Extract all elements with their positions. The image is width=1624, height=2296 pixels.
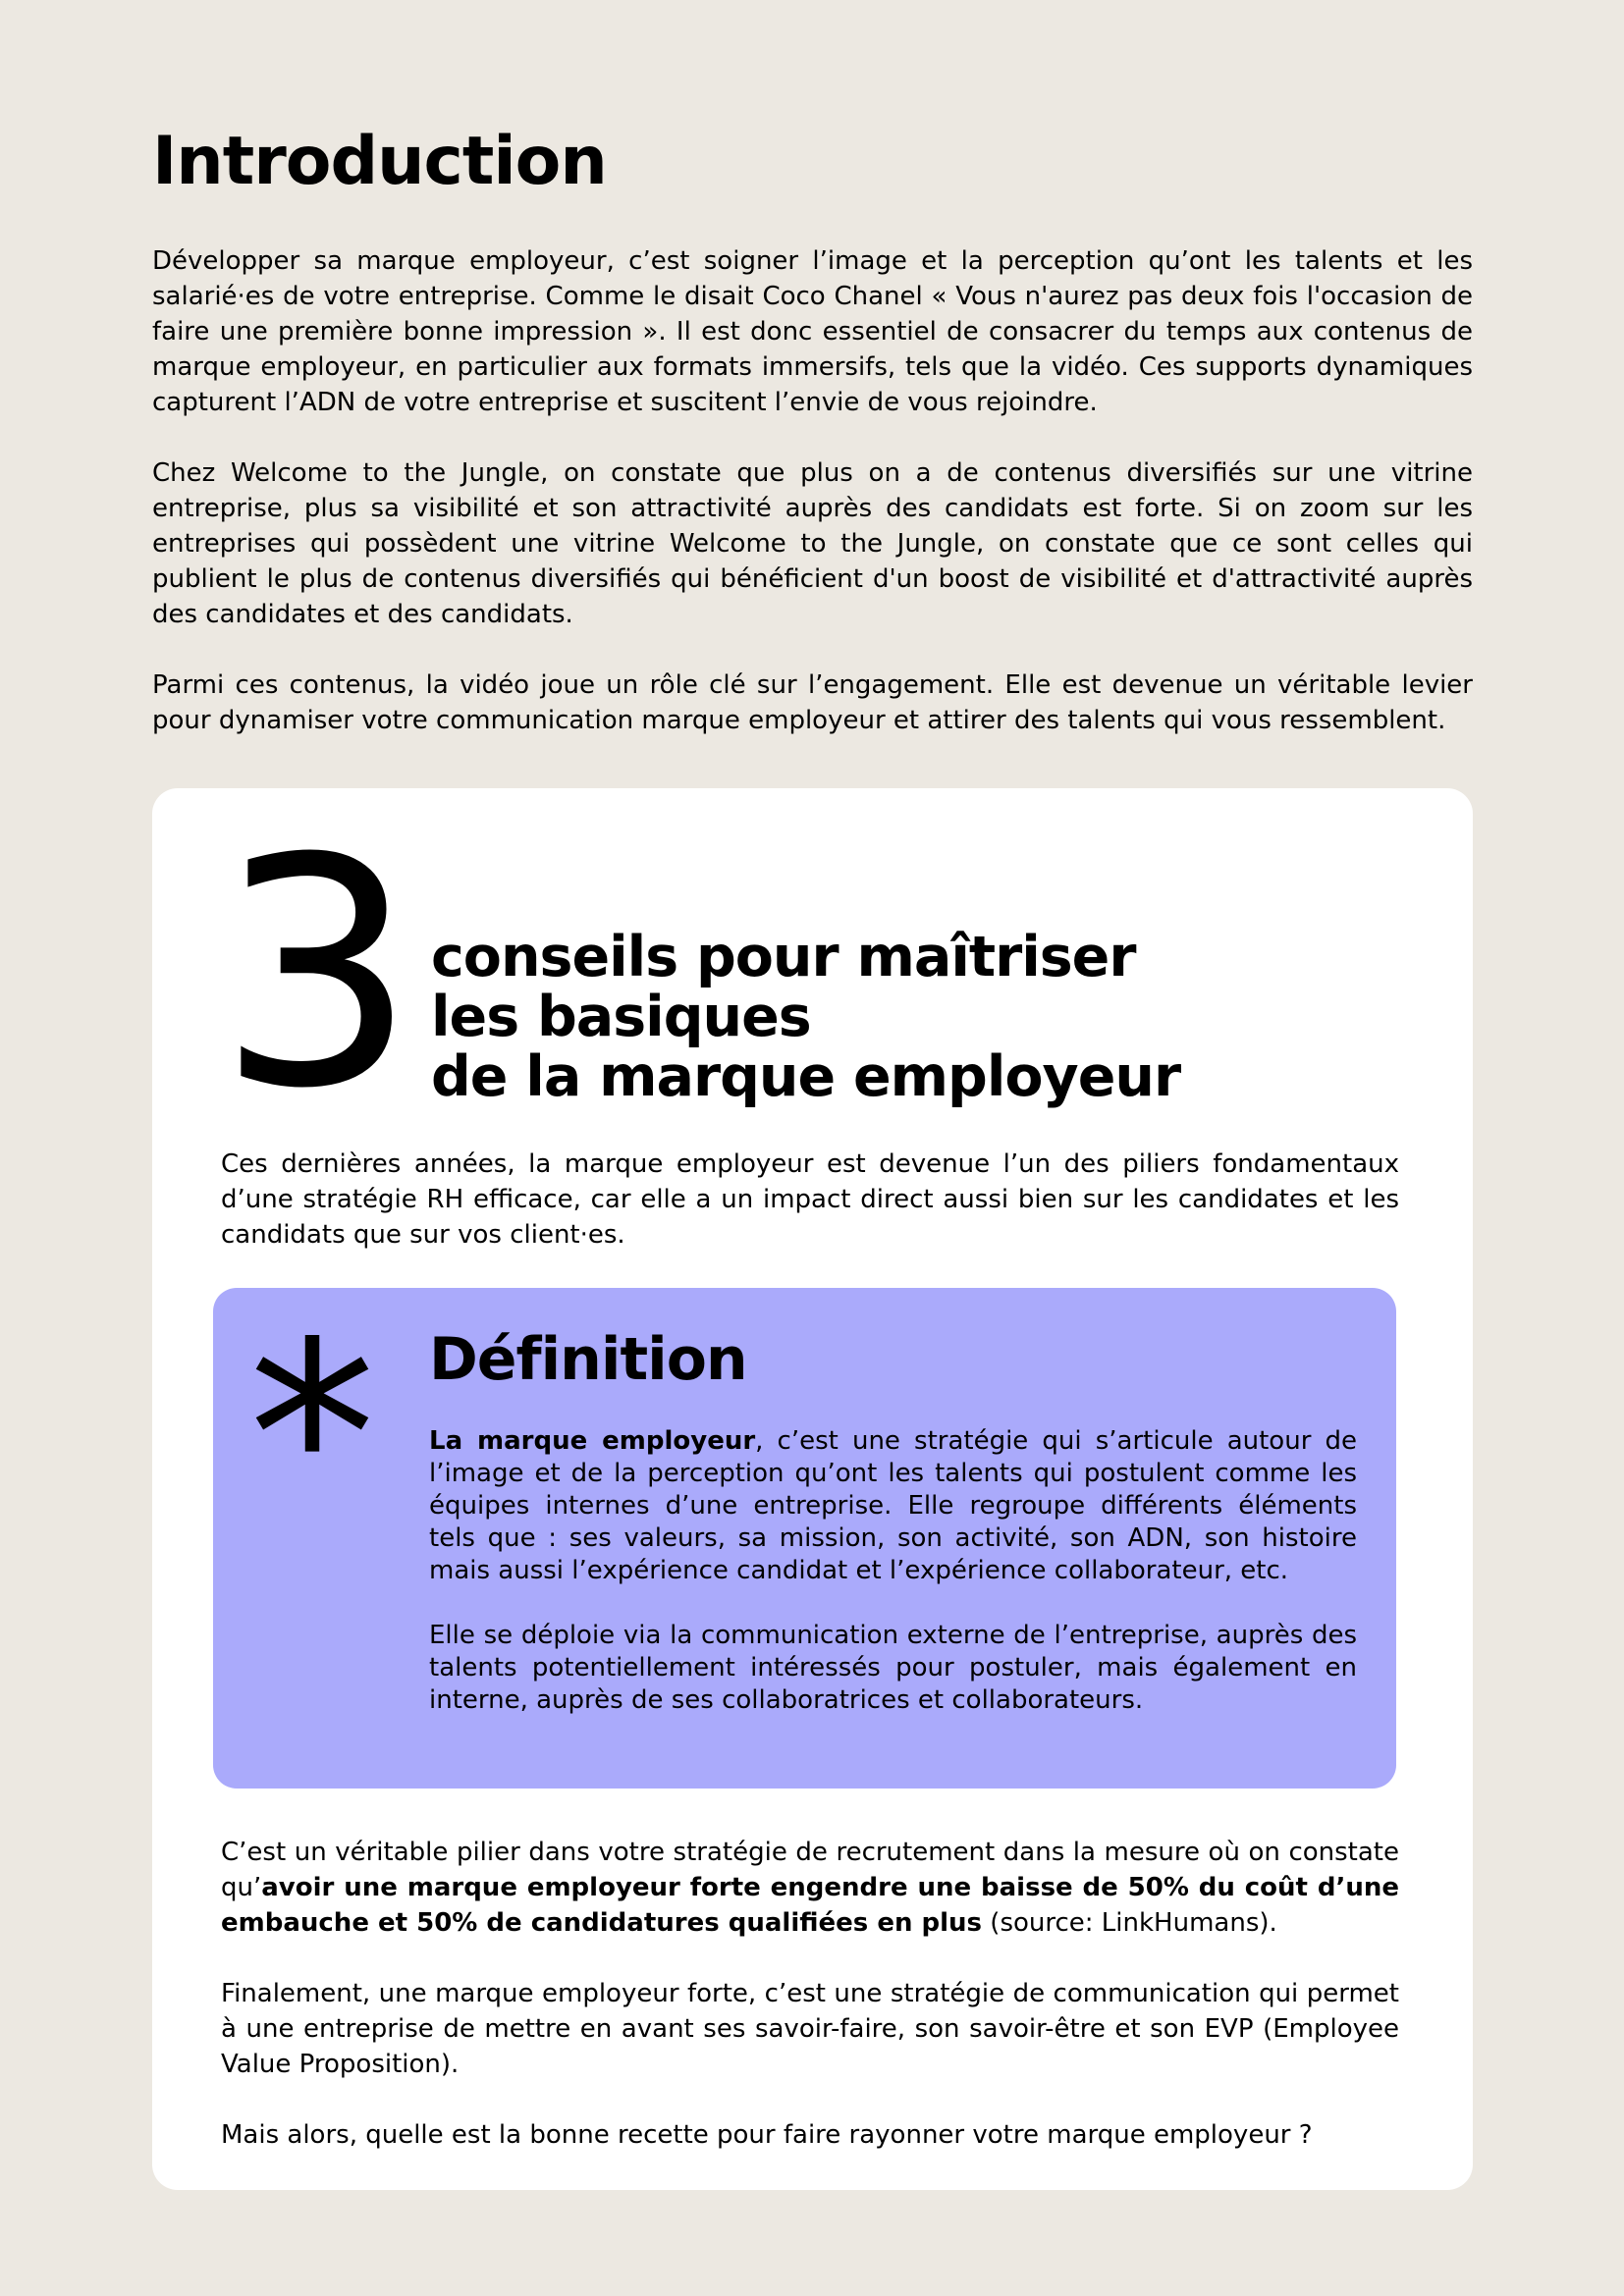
- definition-body: [429, 1425, 1357, 1749]
- definition-term: La marque employeur: [429, 1426, 756, 1456]
- card-body-p1-end: (source: LinkHumans).: [982, 1908, 1277, 1938]
- page-title: Introduction: [152, 123, 607, 200]
- tips-heading-line-1: conseils pour maîtriser: [431, 925, 1136, 989]
- definition-title: Définition: [429, 1325, 747, 1394]
- intro-section: [152, 243, 1473, 774]
- tips-card: [152, 788, 1473, 2190]
- card-body-p1-bold: avoir une marque employeur forte engendre une baisse de 50% du coût d’une embauche et 50% de candidatures qualifiées en plus: [221, 1873, 1399, 1938]
- definition-paragraph-1: [429, 1425, 1357, 1587]
- definition-text: , c’est une stratégie qui s’articule autour de l’image et de la perception qu’ont les talents qui postulent comme les équipes internes d’une entreprise. Elle regroupe différents éléments tels que : ses valeurs, sa mission, son activité, son ADN, son histoire mais aussi l’expérience candidat et l’expérience collaborateur, etc.: [429, 1426, 1357, 1585]
- tips-heading-line-2: les basiques: [431, 985, 811, 1049]
- definition-paragraph-2: Elle se déploie via la communication externe de l’entreprise, auprès des talents potentiellement intéressés pour postuler, mais également en interne, auprès de ses collaboratrices et collaborateurs.: [429, 1621, 1357, 1715]
- tips-heading: [431, 925, 1181, 1109]
- card-body: [221, 1835, 1399, 2188]
- intro-paragraph-1: Développer sa marque employeur, c’est soigner l’image et la perception qu’ont les talents et les salarié·es de votre entreprise. Comme le disait Coco Chanel « Vous n'aurez pas deux fois l'occasion de faire une première bonne impression ». Il est donc essentiel de consacrer du temps aux contenus de marque employeur, en particulier aux formats immersifs, tels que la vidéo. Ces supports dynamiques capturent l’ADN de votre entreprise et suscitent l’envie de vous rejoindre.: [152, 246, 1473, 417]
- intro-paragraph-2: Chez Welcome to the Jungle, on constate que plus on a de contenus diversifiés sur une vitrine entreprise, plus sa visibilité et son attractivité auprès des candidats est forte. Si on zoom sur les entreprises qui possèdent une vitrine Welcome to the Jungle, on constate que ce sont celles qui publient le plus de contenus diversifiés qui bénéficient d'un boost de visibilité et d'attractivité auprès des candidates et des candidats.: [152, 458, 1473, 629]
- card-body-paragraph-2: Finalement, une marque employeur forte, c’est une stratégie de communication qui permet à une entreprise de mettre en avant ses savoir-faire, son savoir-être et son EVP (Employee Value Proposition).: [221, 1979, 1399, 2079]
- intro-paragraph-3: Parmi ces contenus, la vidéo joue un rôle clé sur l’engagement. Elle est devenue un véritable levier pour dynamiser votre communication marque employeur et attirer des talents qui vous ressemblent.: [152, 670, 1473, 735]
- card-body-paragraph-1: [221, 1835, 1399, 1941]
- big-number-three: 3: [217, 792, 407, 1157]
- card-intro-paragraph: Ces dernières années, la marque employeur est devenue l’un des piliers fondamentaux d’une stratégie RH efficace, car elle a un impact direct aussi bien sur les candidates et les candidats que sur vos client·es.: [221, 1149, 1399, 1250]
- tips-heading-line-3: de la marque employeur: [431, 1044, 1181, 1109]
- definition-box: [213, 1288, 1396, 1789]
- card-body-paragraph-3: Mais alors, quelle est la bonne recette pour faire rayonner votre marque employeur ?: [221, 2120, 1313, 2150]
- asterisk-icon: *: [248, 1289, 376, 1585]
- card-body-p1-start: C’est un véritable pilier dans votre stratégie de recrutement dans la mesure où on constate qu’: [221, 1838, 1399, 1902]
